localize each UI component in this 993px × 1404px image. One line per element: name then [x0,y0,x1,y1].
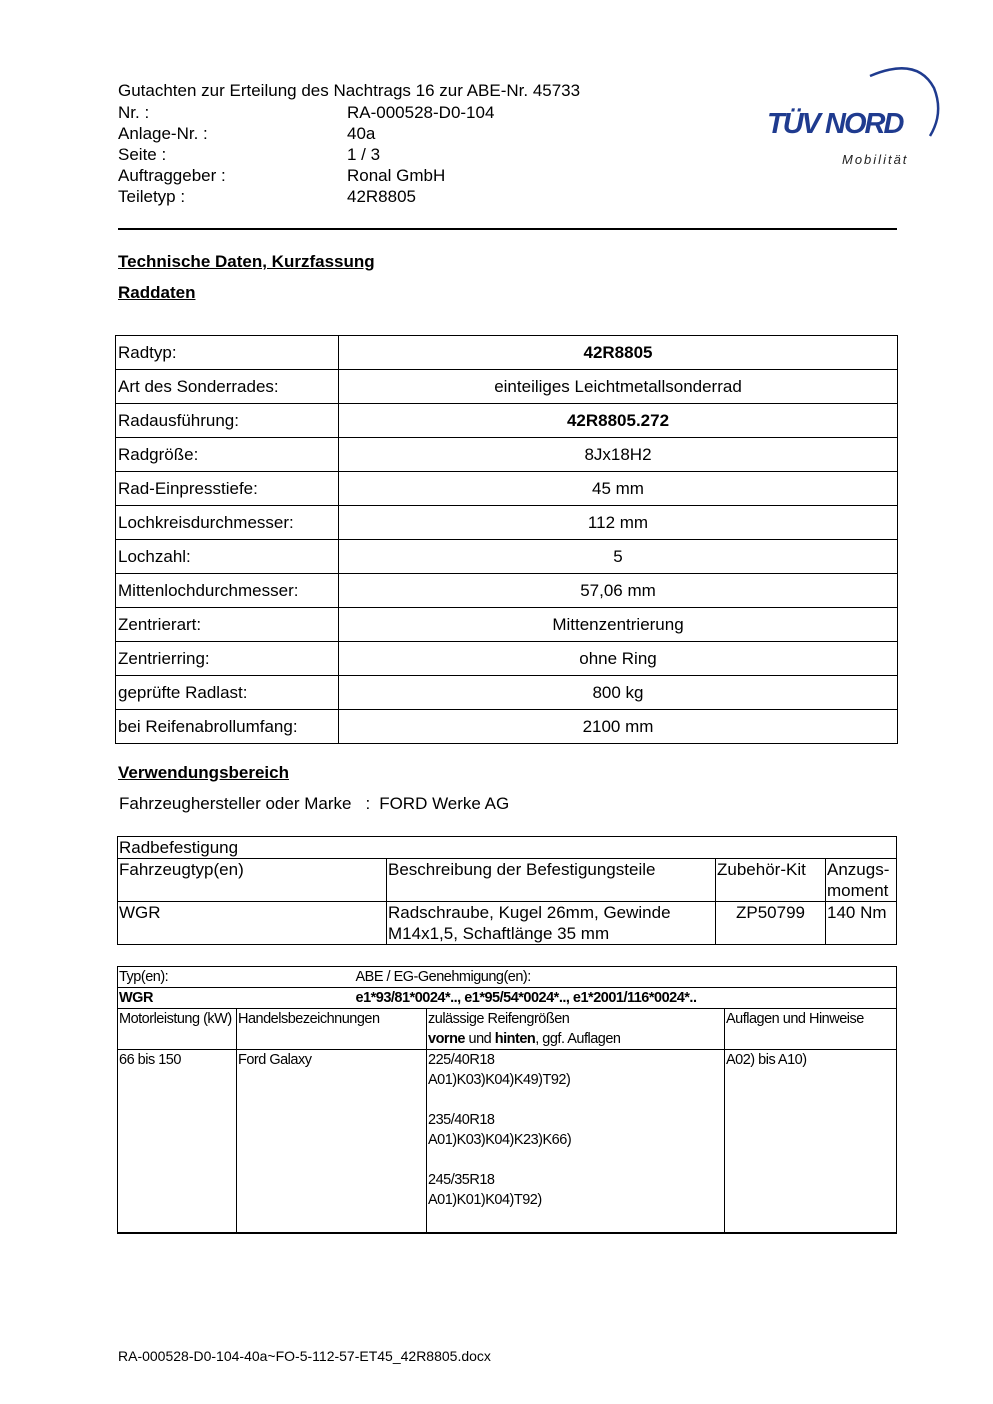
table-row: Fahrzeugtyp(en) Beschreibung der Befestigungsteile Zubehör-Kit Anzugs-moment [118,859,897,902]
table-row: Lochzahl: 5 [116,540,898,574]
tuv-nord-logo [762,58,942,173]
footer-filename: RA-000528-D0-104-40a~FO-5-112-57-ET45_42R8805.docx [118,1348,491,1364]
table-row: Art des Sonderrades: einteiliges Leichtmetallsonderrad [116,370,898,404]
table-row: Typ(en): ABE / EG-Genehmigung(en): [118,967,897,988]
meta-row-nr: Nr. : RA-000528-D0-104 [118,103,495,122]
table-row: Radbefestigung [118,837,897,859]
table-row: Mittenlochdurchmesser: 57,06 mm [116,574,898,608]
document-title: Gutachten zur Erteilung des Nachtrags 16 zur ABE-Nr. 45733 [118,81,581,100]
tyre-list: 225/40R18 A01)K03)K04)K49)T92) 235/40R18 A01)K03)K04)K23)K66) 245/35R18 A01)K01)K04)T92) [427,1050,725,1233]
section-heading-tech: Technische Daten, Kurzfassung [118,252,375,271]
meta-row-seite: Seite : 1 / 3 [118,145,381,164]
wheel-data-table [115,335,898,744]
header-divider [118,228,897,230]
meta-row-auftraggeber: Auftraggeber : Ronal GmbH [118,166,446,185]
meta-row-anlage: Anlage-Nr. : 40a [118,124,376,143]
logo-subtitle: Mobilität [842,152,909,167]
table-row: WGR Radschraube, Kugel 26mm, Gewinde M14x1,5, Schaftlänge 35 mm ZP50799 140 Nm [118,902,897,945]
table-row: 66 bis 150 Ford Galaxy 225/40R18 A01)K03)K04)K49)T92) 235/40R18 A01)K03)K04)K23)K66) 245/35R18 A01)K01)K04)T92) A02) bis A10) [118,1050,897,1233]
table-row: Lochkreisdurchmesser: 112 mm [116,506,898,540]
logo-wordmark: TÜV NORD [767,108,903,140]
section-heading-raddaten: Raddaten [118,283,196,302]
table-row: geprüfte Radlast: 800 kg [116,676,898,710]
table-row: Radtyp: 42R8805 [116,336,898,370]
vehicle-types-table [117,966,897,1234]
table-row: Zentrierring: ohne Ring [116,642,898,676]
header-meta [118,102,494,207]
meta-row-teiletyp: Teiletyp : 42R8805 [118,187,417,206]
radbefestigung-table [117,836,897,945]
table-row: Motorleistung (kW) Handelsbezeichnungen zulässige Reifengrößen vorne und hinten, ggf. Auflagen Auflagen und Hinweise [118,1009,897,1050]
table-row: Zentrierart: Mittenzentrierung [116,608,898,642]
table-row: WGR e1*93/81*0024*.., e1*95/54*0024*.., e1*2001/116*0024*.. [118,988,897,1009]
manufacturer-line: Fahrzeughersteller oder Marke : FORD Werke AG [119,794,510,813]
table-row: bei Reifenabrollumfang: 2100 mm [116,710,898,744]
table-row: Radausführung: 42R8805.272 [116,404,898,438]
section-heading-verwendung: Verwendungsbereich [118,763,289,782]
table-row: Radgröße: 8Jx18H2 [116,438,898,472]
table-row: Rad-Einpresstiefe: 45 mm [116,472,898,506]
